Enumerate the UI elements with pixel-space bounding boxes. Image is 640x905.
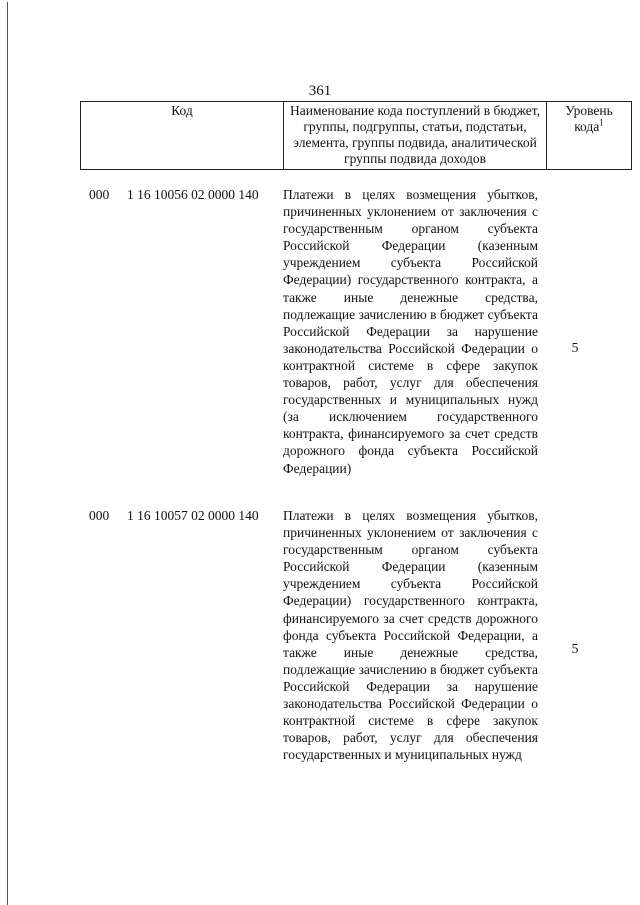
header-row xyxy=(81,102,632,170)
table-header xyxy=(80,101,632,170)
header-code-cell xyxy=(81,102,284,170)
header-name-label: Наименование кода поступлений в бюджет, группы, подгруппы, статьи, подстатьи, элемента, группы подвида, аналитической группы подвида доходов xyxy=(289,103,540,166)
code-level: 5 xyxy=(571,340,579,355)
page-edge-line xyxy=(7,2,8,905)
revenue-description: Платежи в целях возмещения убытков, причиненных уклонением от заключения с государственным органом субъекта Российской Федерации (казенным учреждением субъекта Российской Федерации) государственного контракта, финансируемого за счет средств дорожного фонда субъекта Российской Федерации, а также иные денежные средства, подлежащие зачислению в бюджет субъекта Российской Федерации за нарушение законодательства Российской Федерации о контрактной системе в сфере закупок товаров, работ, услуг для обеспечения государственных и муниципальных нужд xyxy=(283,508,538,763)
header-level-cell xyxy=(547,102,632,170)
header-name-cell xyxy=(284,102,547,170)
code-level: 5 xyxy=(571,641,579,656)
admin-code: 000 xyxy=(89,508,110,523)
revenue-code: 1 16 10057 02 0000 140 xyxy=(127,508,259,523)
header-level-label: Уровень кода xyxy=(565,103,613,134)
admin-code: 000 xyxy=(89,187,110,202)
header-code-label: Код xyxy=(171,103,193,118)
footnote-marker: 1 xyxy=(599,117,604,128)
revenue-description: Платежи в целях возмещения убытков, причиненных уклонением от заключения с государственным органом субъекта Российской Федерации (казенным учреждением субъекта Российской Федерации) государственного контракта, а также иные денежные средства, подлежащие зачислению в бюджет субъекта Российской Федерации за нарушение законодательства Российской Федерации о контрактной системе в сфере закупок товаров, работ, услуг для обеспечения государственных и муниципальных нужд (за исключением государственного контракта, финансируемого за счет средств дорожного фонда субъекта Российской Федерации) xyxy=(283,187,538,476)
revenue-code: 1 16 10056 02 0000 140 xyxy=(127,187,259,202)
page-number: 361 xyxy=(308,83,332,99)
